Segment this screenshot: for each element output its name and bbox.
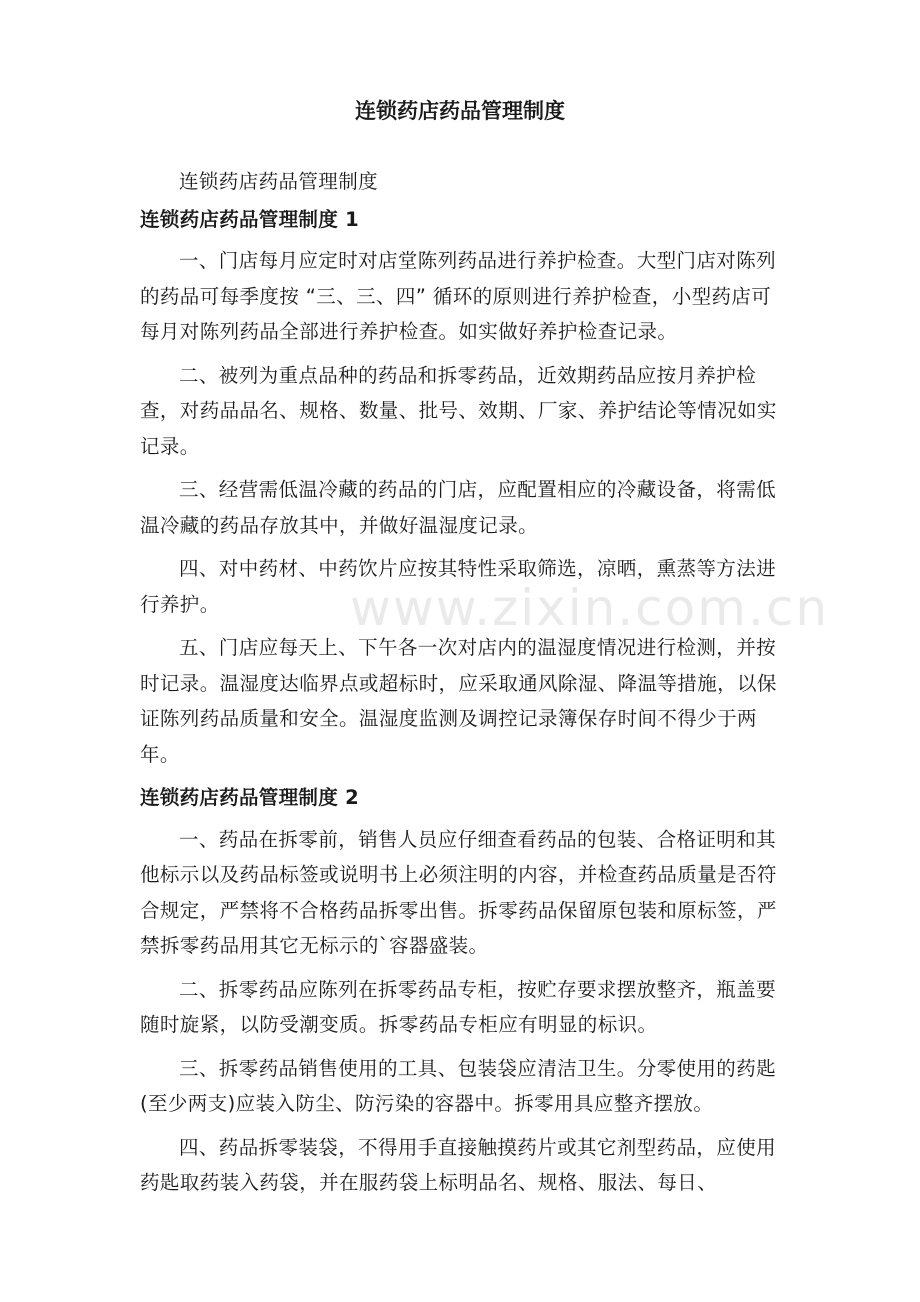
- section-2-paragraph-3: 三、拆零药品销售使用的工具、包装袋应清洁卫生。分零使用的药匙(至少两支)应装入防尘、防污染的容器中。拆零用具应整齐摆放。: [140, 1056, 777, 1115]
- section-1-paragraph-4: 四、对中药材、中药饮片应按其特性采取筛选，凉晒，熏蒸等方法进行养护。: [140, 557, 777, 616]
- watermark: www.zixin.com.cn: [350, 579, 830, 637]
- section-1-paragraph-3: 三、经营需低温冷藏的药品的门店，应配置相应的冷藏设备，将需低温冷藏的药品存放其中，并做好温湿度记录。: [140, 478, 777, 537]
- section-1-heading: 连锁药店药品管理制度 1: [140, 207, 359, 231]
- section-2-paragraph-4: 四、药品拆零装袋，不得用手直接触摸药片或其它剂型药品，应使用药匙取药装入药袋，并在服药袋上标明品名、规格、服法、每日、: [140, 1135, 777, 1194]
- page-title: 连锁药店药品管理制度: [355, 99, 565, 123]
- section-1-paragraph-1: 一、门店每月应定时对店堂陈列药品进行养护检查。大型门店对陈列的药品可每季度按 “三、三、四” 循环的原则进行养护检查，小型药店可每月对陈列药品全部进行养护检查。如实做好养护检查记录。: [140, 249, 777, 343]
- section-1-paragraph-5: 五、门店应每天上、下午各一次对店内的温湿度情况进行检测，并按时记录。温湿度达临界点或超标时，应采取通风除湿、降温等措施，以保证陈列药品质量和安全。温湿度监测及调控记录簿保存时间不得少于两年。: [140, 636, 777, 766]
- document-subtitle: 连锁药店药品管理制度: [179, 170, 379, 193]
- section-2-paragraph-1: 一、药品在拆零前，销售人员应仔细查看药品的包装、合格证明和其他标示以及药品标签或说明书上必须注明的内容，并检查药品质量是否符合规定，严禁将不合格药品拆零出售。拆零药品保留原包装和原标签，严禁拆零药品用其它无标示的`容器盛装。: [140, 827, 777, 957]
- section-2-heading: 连锁药店药品管理制度 2: [140, 786, 359, 809]
- section-2-paragraph-2: 二、拆零药品应陈列在拆零药品专柜，按贮存要求摆放整齐，瓶盖要随时旋紧，以防受潮变质。拆零药品专柜应有明显的标识。: [140, 977, 777, 1036]
- document-body: [140, 164, 780, 1209]
- section-1-paragraph-2: 二、被列为重点品种的药品和拆零药品，近效期药品应按月养护检查，对药品品名、规格、数量、批号、效期、厂家、养护结论等情况如实记录。: [140, 363, 777, 458]
